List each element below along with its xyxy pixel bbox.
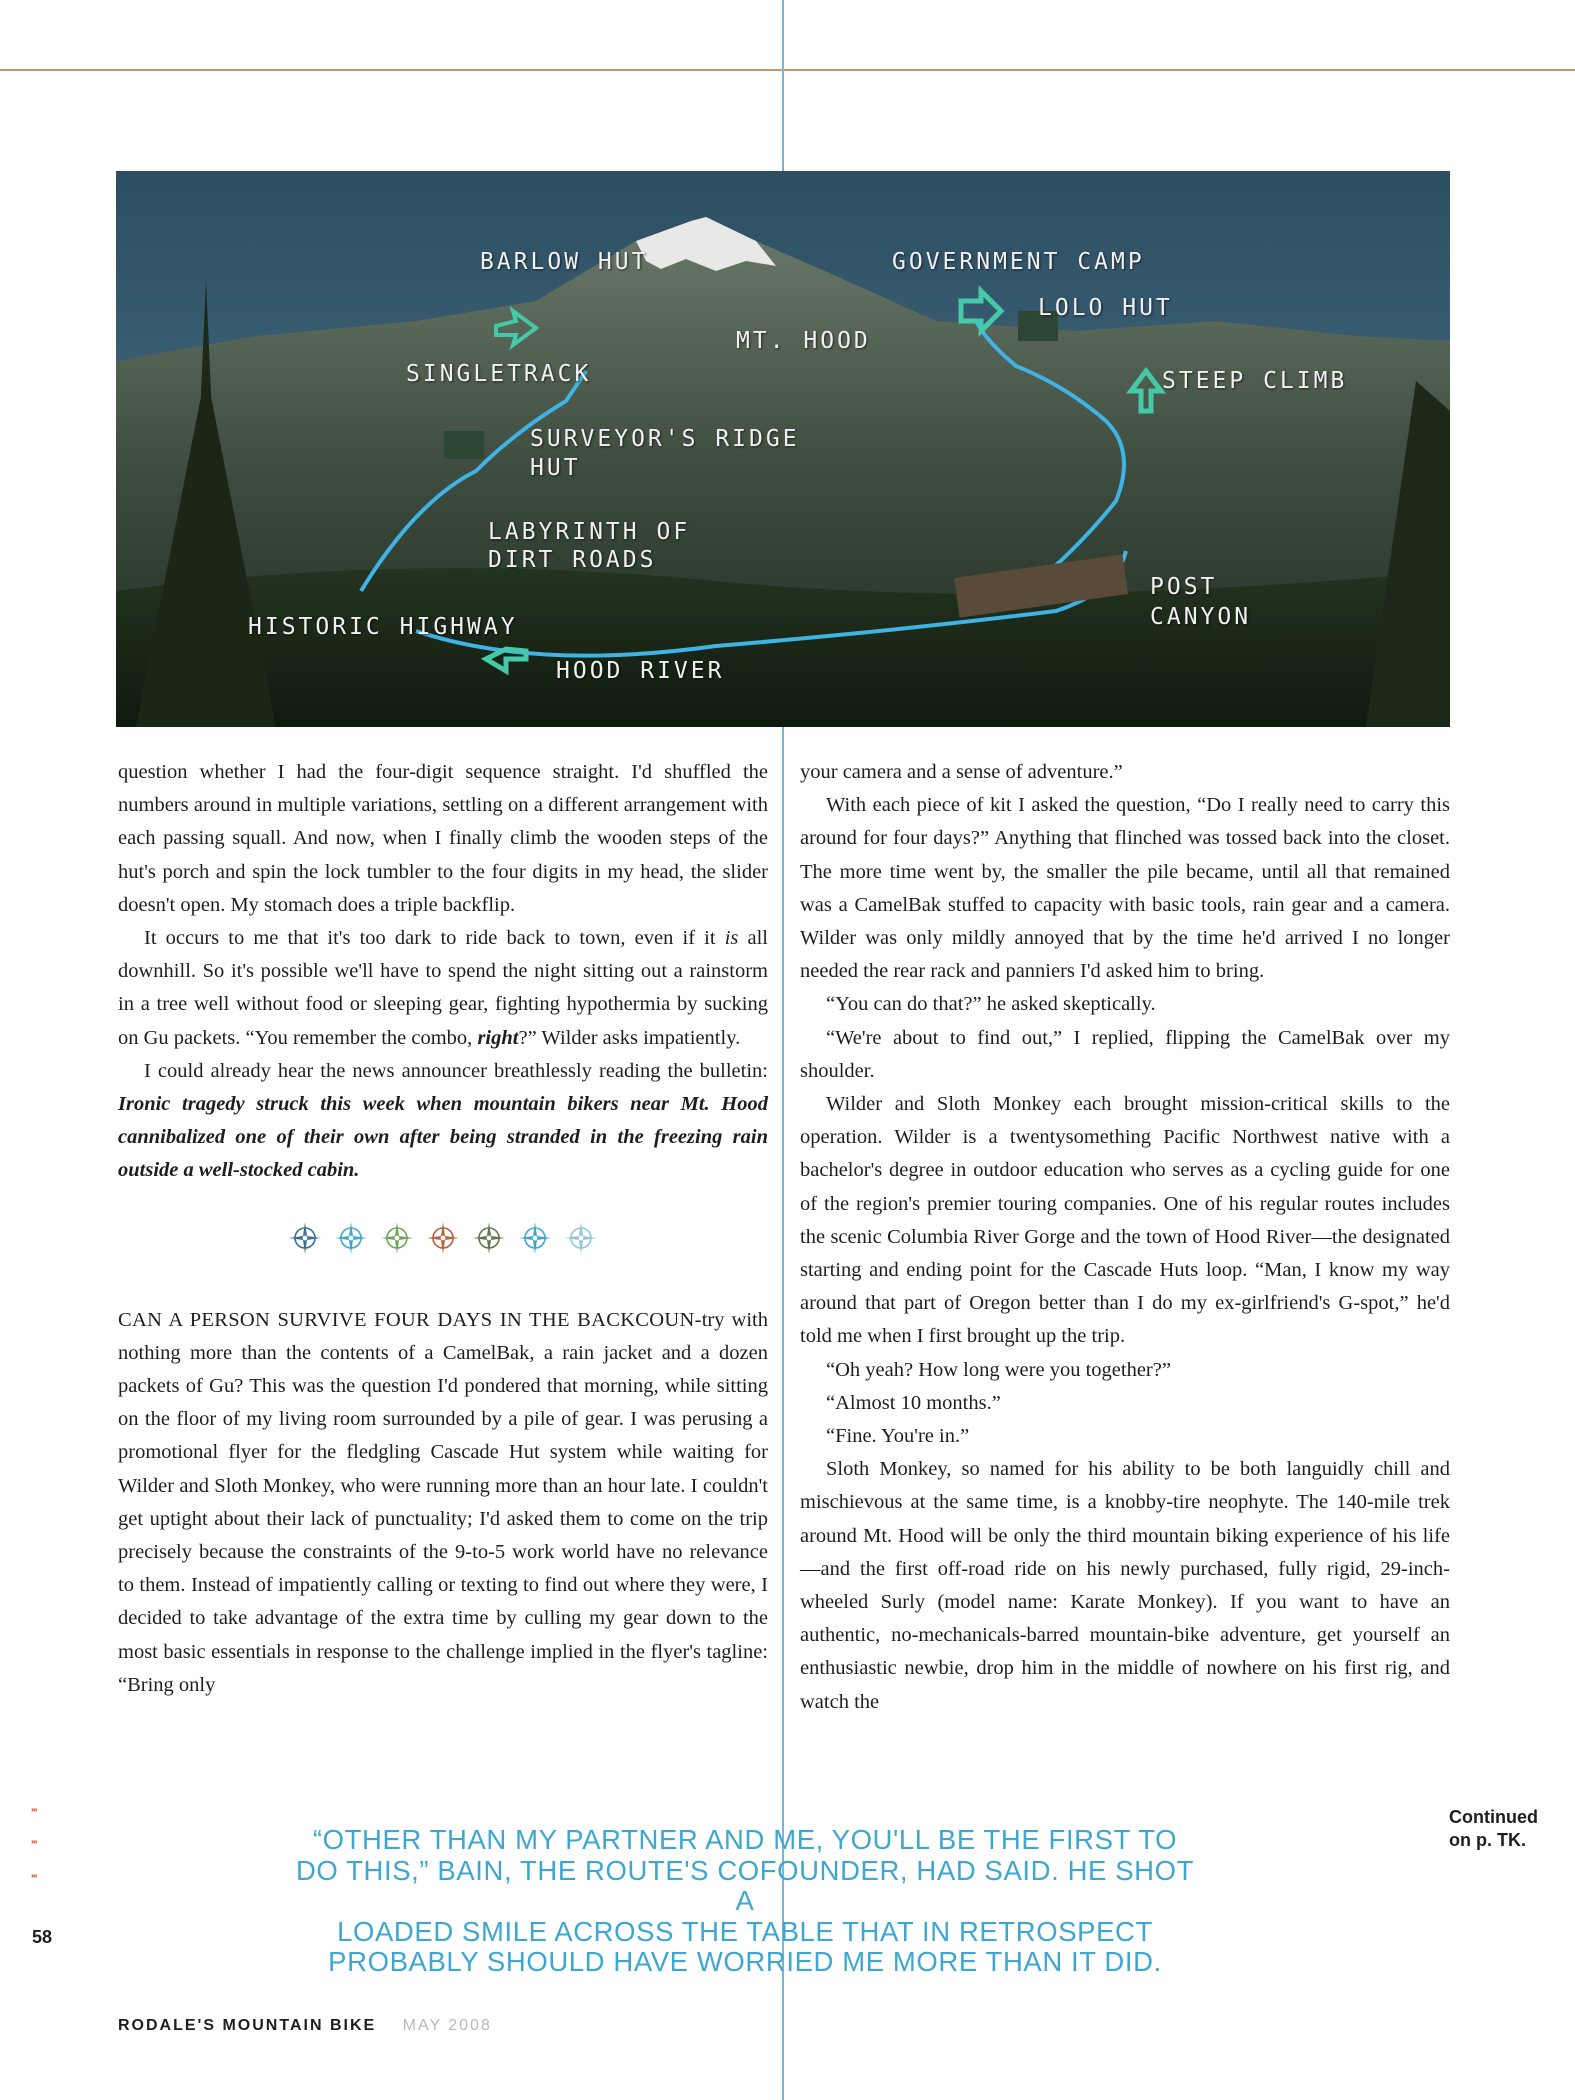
compass-rose-icon: [426, 1221, 460, 1255]
compass-rose-icon: [288, 1221, 322, 1255]
pull-quote-line: “OTHER THAN MY PARTNER AND ME, YOU'LL BE THE FIRST TO: [312, 1824, 1178, 1855]
pull-quote: [290, 1825, 1200, 1978]
continued-note: Continued on p. TK.: [1449, 1807, 1538, 1850]
map-label-government-camp: GOVERNMENT CAMP: [892, 249, 1145, 275]
map-label-singletrack: SINGLETRACK: [406, 361, 592, 387]
left-paragraph-1: question whether I had the four-digit sequence straight. I'd shuffled the numbers around in multiple variations, settling on a different arrangement with each passing squall. And now, when I finally climb the wooden steps of the hut's porch and spin the lock tumbler to the four digits in my head, the slider doesn't open. My stomach does a triple backflip.: [118, 761, 768, 916]
right-paragraph-7: “Almost 10 months.”: [826, 1391, 1001, 1414]
margin-mark: ''': [31, 1806, 37, 1820]
map-label-labyrinth: LABYRINTH OF: [488, 519, 691, 545]
valley-floor: [116, 568, 1450, 727]
compass-rose-icon: [472, 1221, 506, 1255]
right-paragraph-4: “We're about to find out,” I replied, flipping the CamelBak over my shoulder.: [800, 1026, 1450, 1082]
top-rule: [0, 69, 1575, 71]
section-break-ornament: [118, 1214, 768, 1262]
map-label-lolo-hut: LOLO HUT: [1038, 295, 1173, 321]
right-paragraph-1: your camera and a sense of adventure.”: [800, 761, 1123, 783]
map-label-canyon: CANYON: [1150, 604, 1252, 630]
left-paragraph-2: It occurs to me that it's too dark to ride back to town, even if it is all downhill. So it's possible we'll have to spend the night sitting out a rainstorm in a tree well without food or sleeping gear, fighting hypothermia by sucking on Gu packets. “You remember the combo, right?” Wilder asks impatiently.: [118, 927, 768, 1049]
map-label-dirt-roads: DIRT ROADS: [488, 547, 657, 573]
map-label-hood-river: HOOD RIVER: [556, 658, 725, 684]
map-label-mt-hood: MT. HOOD: [736, 328, 871, 354]
compass-rose-icon: [334, 1221, 368, 1255]
right-paragraph-6: “Oh yeah? How long were you together?”: [826, 1358, 1171, 1381]
right-column: [800, 756, 1450, 1719]
surveyors-hut-graphic: [444, 431, 484, 459]
pull-quote-line: DO THIS,” BAIN, THE ROUTE'S COFOUNDER, HAD SAID. HE SHOT A: [295, 1854, 1195, 1916]
right-paragraph-3: “You can do that?” he asked skeptically.: [826, 993, 1156, 1016]
right-paragraph-5: Wilder and Sloth Monkey each brought mission-critical skills to the operation. Wilder is a twentysomething Pacific Northwest native with a bachelor's degree in outdoor education who serves as a cycling guide for one of the region's premier touring companies. One of his regular routes includes the scenic Columbia River Gorge and the town of Hood River—the designated starting and ending point for the Cascade Huts loop. “Man, I know my way around that part of Oregon better than I do my ex-girlfriend's G-spot,” he'd told me when I first brought up the trip.: [800, 1093, 1450, 1348]
compass-rose-icon: [380, 1221, 414, 1255]
pull-quote-line: PROBABLY SHOULD HAVE WORRIED ME MORE THAN IT DID.: [328, 1946, 1162, 1977]
running-footer: [118, 2017, 492, 2035]
map-label-surveyors-ridge: SURVEYOR'S RIDGE: [530, 426, 800, 452]
magazine-title: RODALE'S MOUNTAIN BIKE: [118, 2017, 377, 2034]
margin-mark: ''': [31, 1838, 37, 1852]
map-label-steep-climb: STEEP CLIMB: [1162, 368, 1348, 394]
map-label-post: POST: [1150, 574, 1218, 600]
left-paragraph-3: I could already hear the news announcer breathlessly reading the bulletin: Ironic tragedy struck this week when mountain bikers near Mt. Hood cannibalized one of their own after being stranded in the freezing rain outside a well-stocked cabin.: [118, 1059, 768, 1182]
margin-mark: ''': [31, 1872, 37, 1886]
right-paragraph-8: “Fine. You're in.”: [826, 1425, 970, 1448]
map-label-historic-highway: HISTORIC HIGHWAY: [248, 614, 518, 640]
map-label-surveyors-hut: HUT: [530, 455, 581, 481]
left-column: [118, 756, 768, 1702]
page-number: 58: [32, 1927, 53, 1947]
section-opening-paragraph: CAN A PERSON SURVIVE FOUR DAYS IN THE BACKCOUN-try with nothing more than the contents of a CamelBak, a rain jacket and a dozen packets of Gu? This was the question I'd pondered that morning, while sitting on the floor of my living room surrounded by a pile of gear. I was perusing a promotional flyer for the fledgling Cascade Hut system while waiting for Wilder and Sloth Monkey, who were running more than an hour late. I couldn't get uptight about their lack of punctuality; I'd asked them to come on the trip precisely because the constraints of the 9-to-5 work world have no relevance to them. Instead of impatiently calling or texting to find out where they were, I decided to take advantage of the extra time by culling my gear down to the most basic essentials in response to the challenge implied in the flyer's tagline: “Bring only: [118, 1308, 769, 1696]
trail-map-illustration: [116, 171, 1450, 727]
compass-rose-icon: [564, 1221, 598, 1255]
map-label-barlow-hut: BARLOW HUT: [480, 249, 649, 275]
right-paragraph-9: Sloth Monkey, so named for his ability to be both languidly chill and mischievous at the same time, is a knobby-tire neophyte. The 140-mile trek around Mt. Hood will be only the third mountain biking experience of his life—and the first off-road ride on his newly purchased, fully rigid, 29-inch-wheeled Surly (model name: Karate Monkey). If you want to have an authentic, no-mechanicals-barred mountain-bike adventure, get yourself an enthusiastic newbie, drop him in the middle of nowhere on his first rig, and watch the: [800, 1458, 1450, 1713]
compass-rose-icon: [518, 1221, 552, 1255]
right-paragraph-2: With each piece of kit I asked the question, “Do I really need to carry this around for four days?” Anything that flinched was tossed back into the closet. The more time went by, the smaller the pile became, until all that remained was a CamelBak stuffed to capacity with basic tools, rain gear and a camera. Wilder was only mildly annoyed that by the time he'd arrived I no longer needed the rear rack and panniers I'd asked him to bring.: [800, 794, 1450, 983]
issue-date: MAY 2008: [402, 2017, 492, 2034]
pull-quote-line: LOADED SMILE ACROSS THE TABLE THAT IN RETROSPECT: [337, 1915, 1153, 1947]
